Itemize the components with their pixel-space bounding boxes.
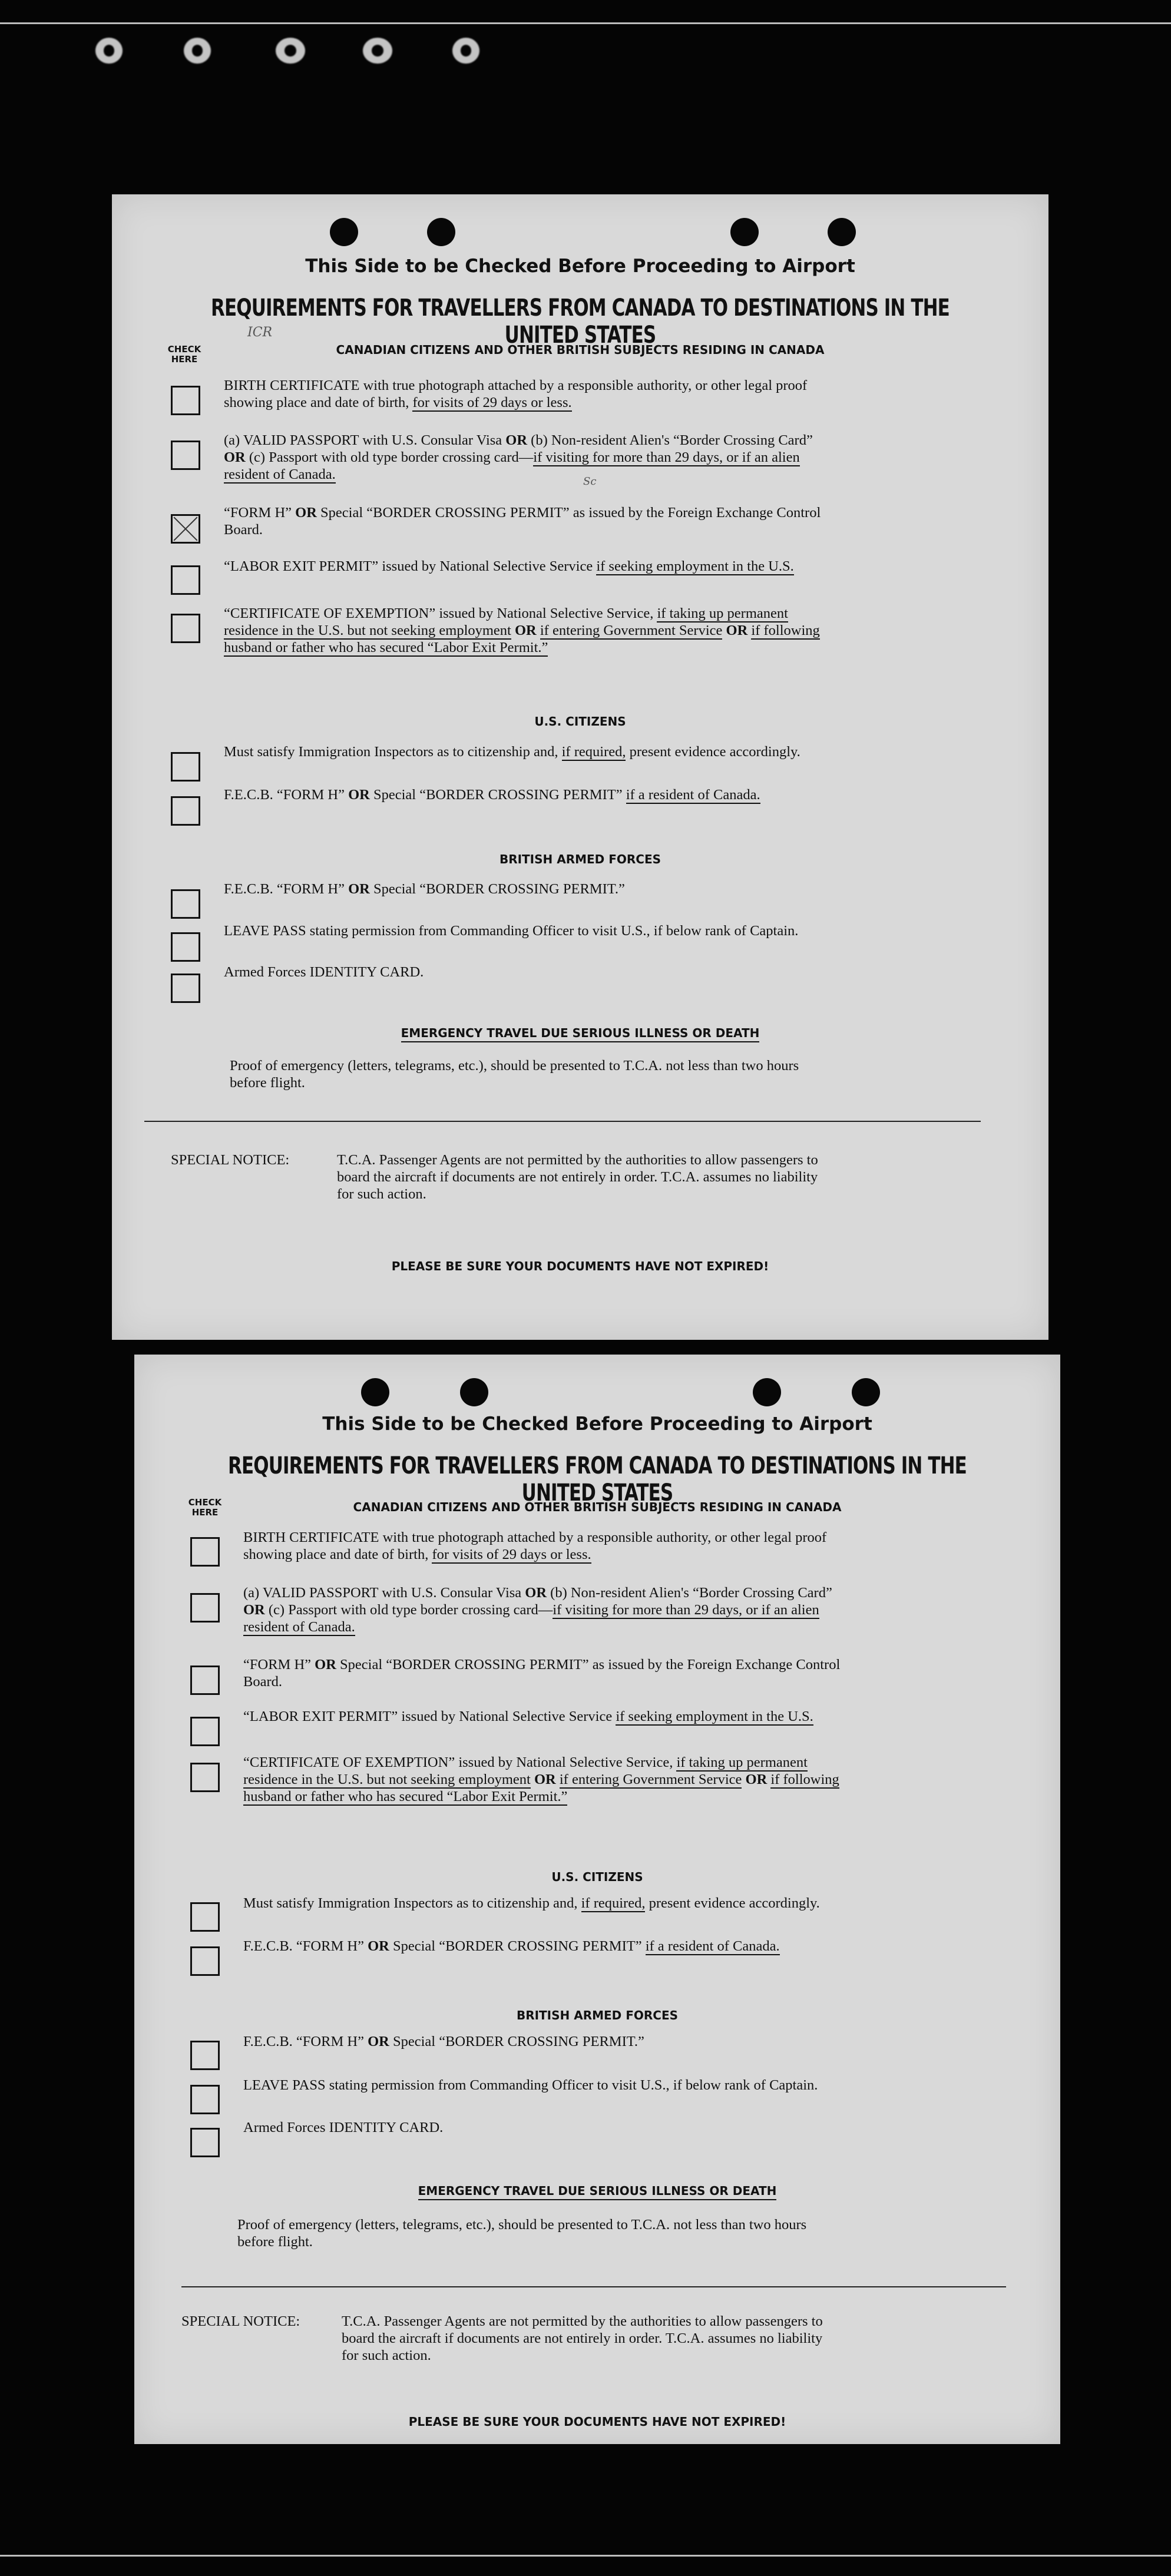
- punch-hole: [828, 218, 856, 246]
- checkbox-valid-passport[interactable]: [171, 441, 200, 470]
- section-armed-forces: BRITISH ARMED FORCES: [499, 852, 661, 866]
- item-labor-exit: “LABOR EXIT PERMIT” issued by National Selective Service if seeking employment in the U.S.: [243, 1708, 813, 1724]
- item-birth-certificate: BIRTH CERTIFICATE with true photograph attached by a responsible authority, or other legal proof showing place and date of birth, for visits of 29 days or less.: [243, 1529, 827, 1562]
- punch-hole: [852, 1378, 880, 1406]
- frame-mark: [95, 38, 123, 64]
- checkbox-exemption[interactable]: [171, 614, 200, 643]
- film-edge-bottom: [0, 2555, 1171, 2557]
- item-armed-form-h: F.E.C.B. “FORM H” OR Special “BORDER CROSSING PERMIT.”: [224, 881, 625, 897]
- section-us-citizens: U.S. CITIZENS: [551, 1870, 643, 1884]
- checkbox-form-h[interactable]: [190, 1666, 220, 1695]
- punch-hole: [730, 218, 759, 246]
- checkbox-armed-form-h[interactable]: [190, 2041, 220, 2070]
- item-leave-pass: LEAVE PASS stating permission from Commanding Officer to visit U.S., if below rank of Captain.: [243, 2077, 818, 2093]
- section-canadian: CANADIAN CITIZENS AND OTHER BRITISH SUBJECTS RESIDING IN CANADA: [336, 343, 825, 357]
- document-page-1: [112, 194, 1048, 1340]
- checkbox-leave-pass[interactable]: [190, 2085, 220, 2114]
- item-us-form-h: F.E.C.B. “FORM H” OR Special “BORDER CROSSING PERMIT” if a resident of Canada.: [224, 787, 760, 803]
- side-note: This Side to be Checked Before Proceeding to Airport: [322, 1413, 872, 1435]
- film-edge-top: [0, 22, 1171, 24]
- item-identity-card: Armed Forces IDENTITY CARD.: [243, 2120, 444, 2135]
- checkbox-identity-card[interactable]: [171, 974, 200, 1003]
- checkbox-identity-card[interactable]: [190, 2128, 220, 2157]
- checkbox-exemption[interactable]: [190, 1763, 220, 1792]
- special-notice-text: T.C.A. Passenger Agents are not permitted by the authorities to allow passengers to board the aircraft if documents are not entirely in order. T.C.A. assumes no liability for such action.: [337, 1152, 818, 1202]
- film-frame-marks: [88, 28, 501, 75]
- expiry-warning: PLEASE BE SURE YOUR DOCUMENTS HAVE NOT EXPIRED!: [391, 1259, 769, 1273]
- frame-mark: [363, 38, 392, 64]
- special-notice-label: SPECIAL NOTICE:: [171, 1152, 290, 1168]
- emergency-text: Proof of emergency (letters, telegrams, etc.), should be presented to T.C.A. not less than two hours before flight.: [230, 1058, 799, 1091]
- item-us-immigration: Must satisfy Immigration Inspectors as to citizenship and, if required, present evidence accordingly.: [243, 1895, 820, 1911]
- frame-mark: [184, 38, 211, 64]
- checkbox-us-form-h[interactable]: [190, 1946, 220, 1976]
- checkbox-us-immigration[interactable]: [171, 752, 200, 782]
- document-page-2: [134, 1355, 1060, 2444]
- punch-hole: [361, 1378, 389, 1406]
- punch-hole: [753, 1378, 781, 1406]
- frame-mark: [452, 38, 479, 64]
- item-exemption: “CERTIFICATE OF EXEMPTION” issued by National Selective Service, if taking up permanent residence in the U.S. but not seeking employment OR if entering Government Service OR if following husband or father who has secured “Labor Exit Permit.”: [224, 605, 820, 655]
- side-note: This Side to be Checked Before Proceeding to Airport: [305, 256, 855, 277]
- item-birth-certificate: BIRTH CERTIFICATE with true photograph attached by a responsible authority, or other legal proof showing place and date of birth, for visits of 29 days or less.: [224, 378, 808, 410]
- checkbox-us-form-h[interactable]: [171, 796, 200, 826]
- section-armed-forces: BRITISH ARMED FORCES: [516, 2008, 679, 2022]
- special-notice-text: T.C.A. Passenger Agents are not permitted by the authorities to allow passengers to board the aircraft if documents are not entirely in order. T.C.A. assumes no liability for such action.: [342, 2313, 823, 2363]
- checkbox-leave-pass[interactable]: [171, 932, 200, 962]
- checkbox-valid-passport[interactable]: [190, 1593, 220, 1623]
- item-us-immigration: Must satisfy Immigration Inspectors as to citizenship and, if required, present evidence accordingly.: [224, 744, 800, 760]
- check-here-label: CHECK HERE: [188, 1497, 222, 1518]
- checkbox-us-immigration[interactable]: [190, 1902, 220, 1932]
- item-valid-passport: (a) VALID PASSPORT with U.S. Consular Visa OR (b) Non-resident Alien's “Border Crossing Card” OR (c) Passport with old type border crossing card—if visiting for more than 29 days, or if an alien resident of Canada.: [243, 1585, 832, 1635]
- item-valid-passport: (a) VALID PASSPORT with U.S. Consular Visa OR (b) Non-resident Alien's “Border Crossing Card” OR (c) Passport with old type border crossing card—if visiting for more than 29 days, or if an alien resident of Canada.: [224, 432, 813, 482]
- section-emergency: EMERGENCY TRAVEL DUE SERIOUS ILLNESS OR DEATH: [112, 1026, 1048, 1040]
- section-canadian: CANADIAN CITIZENS AND OTHER BRITISH SUBJECTS RESIDING IN CANADA: [353, 1500, 842, 1514]
- check-here-label: CHECK HERE: [167, 344, 201, 365]
- item-us-form-h: F.E.C.B. “FORM H” OR Special “BORDER CROSSING PERMIT” if a resident of Canada.: [243, 1938, 780, 1954]
- emergency-text: Proof of emergency (letters, telegrams, etc.), should be presented to T.C.A. not less than two hours before flight.: [237, 2217, 807, 2250]
- handwritten-mark: Sc: [583, 475, 597, 488]
- item-identity-card: Armed Forces IDENTITY CARD.: [224, 964, 424, 980]
- item-labor-exit: “LABOR EXIT PERMIT” issued by National Selective Service if seeking employment in the U.S.: [224, 558, 794, 574]
- section-emergency: EMERGENCY TRAVEL DUE SERIOUS ILLNESS OR DEATH: [134, 2184, 1060, 2198]
- expiry-warning: PLEASE BE SURE YOUR DOCUMENTS HAVE NOT EXPIRED!: [408, 2415, 786, 2429]
- page-title: REQUIREMENTS FOR TRAVELLERS FROM CANADA TO DESTINATIONS IN THE UNITED STATES: [228, 1452, 967, 1506]
- frame-mark: [276, 38, 305, 64]
- punch-hole: [460, 1378, 488, 1406]
- checkbox-labor-exit[interactable]: [190, 1717, 220, 1746]
- checkbox-armed-form-h[interactable]: [171, 889, 200, 919]
- checkbox-birth-certificate[interactable]: [190, 1537, 220, 1567]
- item-exemption: “CERTIFICATE OF EXEMPTION” issued by National Selective Service, if taking up permanent residence in the U.S. but not seeking employment OR if entering Government Service OR if following husband or father who has secured “Labor Exit Permit.”: [243, 1754, 839, 1804]
- item-leave-pass: LEAVE PASS stating permission from Commanding Officer to visit U.S., if below rank of Captain.: [224, 923, 799, 939]
- special-notice-label: SPECIAL NOTICE:: [181, 2313, 300, 2329]
- section-us-citizens: U.S. CITIZENS: [534, 714, 626, 729]
- page-title: REQUIREMENTS FOR TRAVELLERS FROM CANADA TO DESTINATIONS IN THE UNITED STATES: [211, 294, 950, 349]
- handwritten-note: ICR: [247, 325, 273, 340]
- divider: [181, 2286, 1006, 2287]
- item-form-h: “FORM H” OR Special “BORDER CROSSING PERMIT” as issued by the Foreign Exchange Control Board.: [243, 1657, 841, 1690]
- item-armed-form-h: F.E.C.B. “FORM H” OR Special “BORDER CROSSING PERMIT.”: [243, 2034, 644, 2049]
- checkbox-form-h[interactable]: [171, 514, 200, 544]
- divider: [144, 1121, 981, 1122]
- punch-hole: [427, 218, 455, 246]
- item-form-h: “FORM H” OR Special “BORDER CROSSING PERMIT” as issued by the Foreign Exchange Control Board.: [224, 505, 821, 538]
- punch-hole: [330, 218, 358, 246]
- checkbox-birth-certificate[interactable]: [171, 386, 200, 415]
- checkbox-labor-exit[interactable]: [171, 565, 200, 595]
